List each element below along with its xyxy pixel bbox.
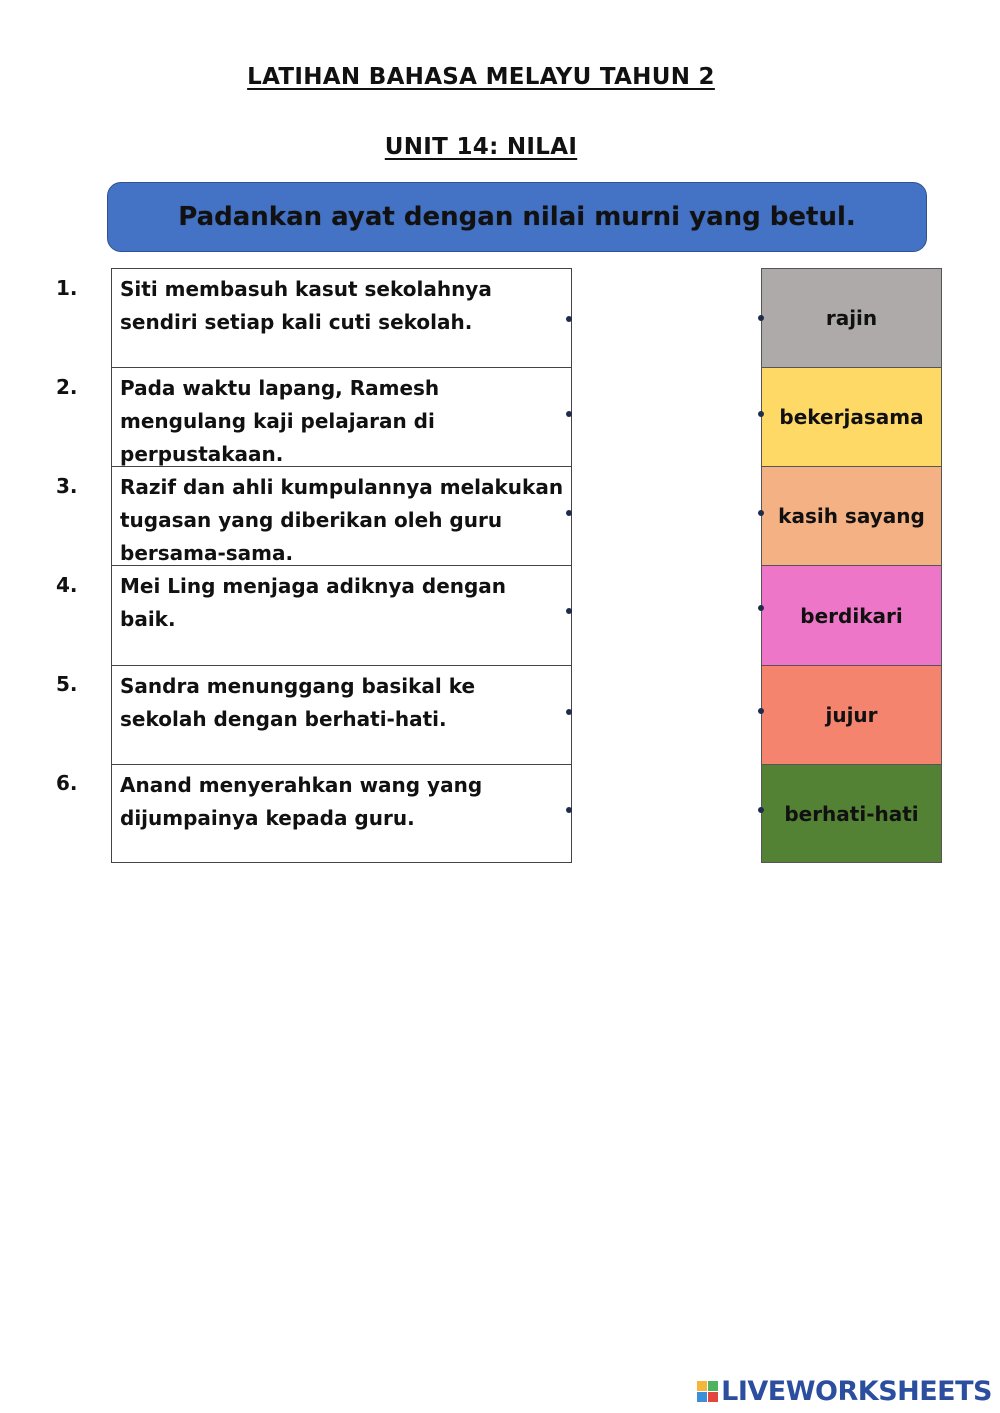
logo-square	[697, 1392, 707, 1402]
answer-box-jujur	[761, 665, 942, 765]
question-match-dot[interactable]	[566, 709, 572, 715]
logo-square	[708, 1381, 718, 1391]
question-box: Anand menyerahkan wang yang dijumpainya kepada guru.	[111, 764, 572, 863]
question-box: Sandra menunggang basikal ke sekolah dengan berhati-hati.	[111, 665, 572, 765]
question-number: 2.	[56, 375, 78, 399]
question-match-dot[interactable]	[566, 608, 572, 614]
answer-box-berdikari	[761, 565, 942, 666]
question-number: 1.	[56, 276, 78, 300]
logo-square	[697, 1381, 707, 1391]
answer-box-berhati-hati	[761, 764, 942, 863]
answer-label: rajin	[825, 306, 878, 330]
question-number: 3.	[56, 474, 78, 498]
instruction-banner	[107, 182, 927, 252]
answer-match-dot[interactable]	[758, 411, 764, 417]
question-match-dot[interactable]	[566, 807, 572, 813]
question-match-dot[interactable]	[566, 510, 572, 516]
question-match-dot[interactable]	[566, 316, 572, 322]
answer-label: jujur	[825, 703, 878, 727]
answer-match-dot[interactable]	[758, 315, 764, 321]
question-number: 4.	[56, 573, 78, 597]
instruction-text: Padankan ayat dengan nilai murni yang betul.	[178, 202, 856, 232]
unit-title: UNIT 14: NILAI	[384, 134, 578, 160]
question-box: Pada waktu lapang, Ramesh mengulang kaji pelajaran di perpustakaan.	[111, 367, 572, 467]
answer-box-kasih-sayang	[761, 466, 942, 566]
worksheet-title: LATIHAN BAHASA MELAYU TAHUN 2	[247, 64, 715, 90]
answer-label: bekerjasama	[779, 405, 924, 429]
answer-label: berdikari	[800, 603, 903, 628]
liveworksheets-grid-icon	[697, 1381, 718, 1402]
logo-square	[708, 1392, 718, 1402]
answer-box-bekerjasama	[761, 367, 942, 467]
answer-label: berhati-hati	[784, 801, 919, 826]
question-number: 6.	[56, 771, 78, 795]
question-box: Siti membasuh kasut sekolahnya sendiri setiap kali cuti sekolah.	[111, 268, 572, 368]
question-number: 5.	[56, 672, 78, 696]
answer-match-dot[interactable]	[758, 510, 764, 516]
answer-box-rajin	[761, 268, 942, 368]
answer-match-dot[interactable]	[758, 807, 764, 813]
answer-match-dot[interactable]	[758, 708, 764, 714]
question-box: Razif dan ahli kumpulannya melakukan tugasan yang diberikan oleh guru bersama-sama.	[111, 466, 572, 566]
question-match-dot[interactable]	[566, 411, 572, 417]
answer-match-dot[interactable]	[758, 605, 764, 611]
brand-text: LIVEWORKSHEETS	[721, 1376, 992, 1407]
question-box: Mei Ling menjaga adiknya dengan baik.	[111, 565, 572, 666]
answer-label: kasih sayang	[778, 504, 925, 528]
liveworksheets-logo	[697, 1376, 992, 1407]
